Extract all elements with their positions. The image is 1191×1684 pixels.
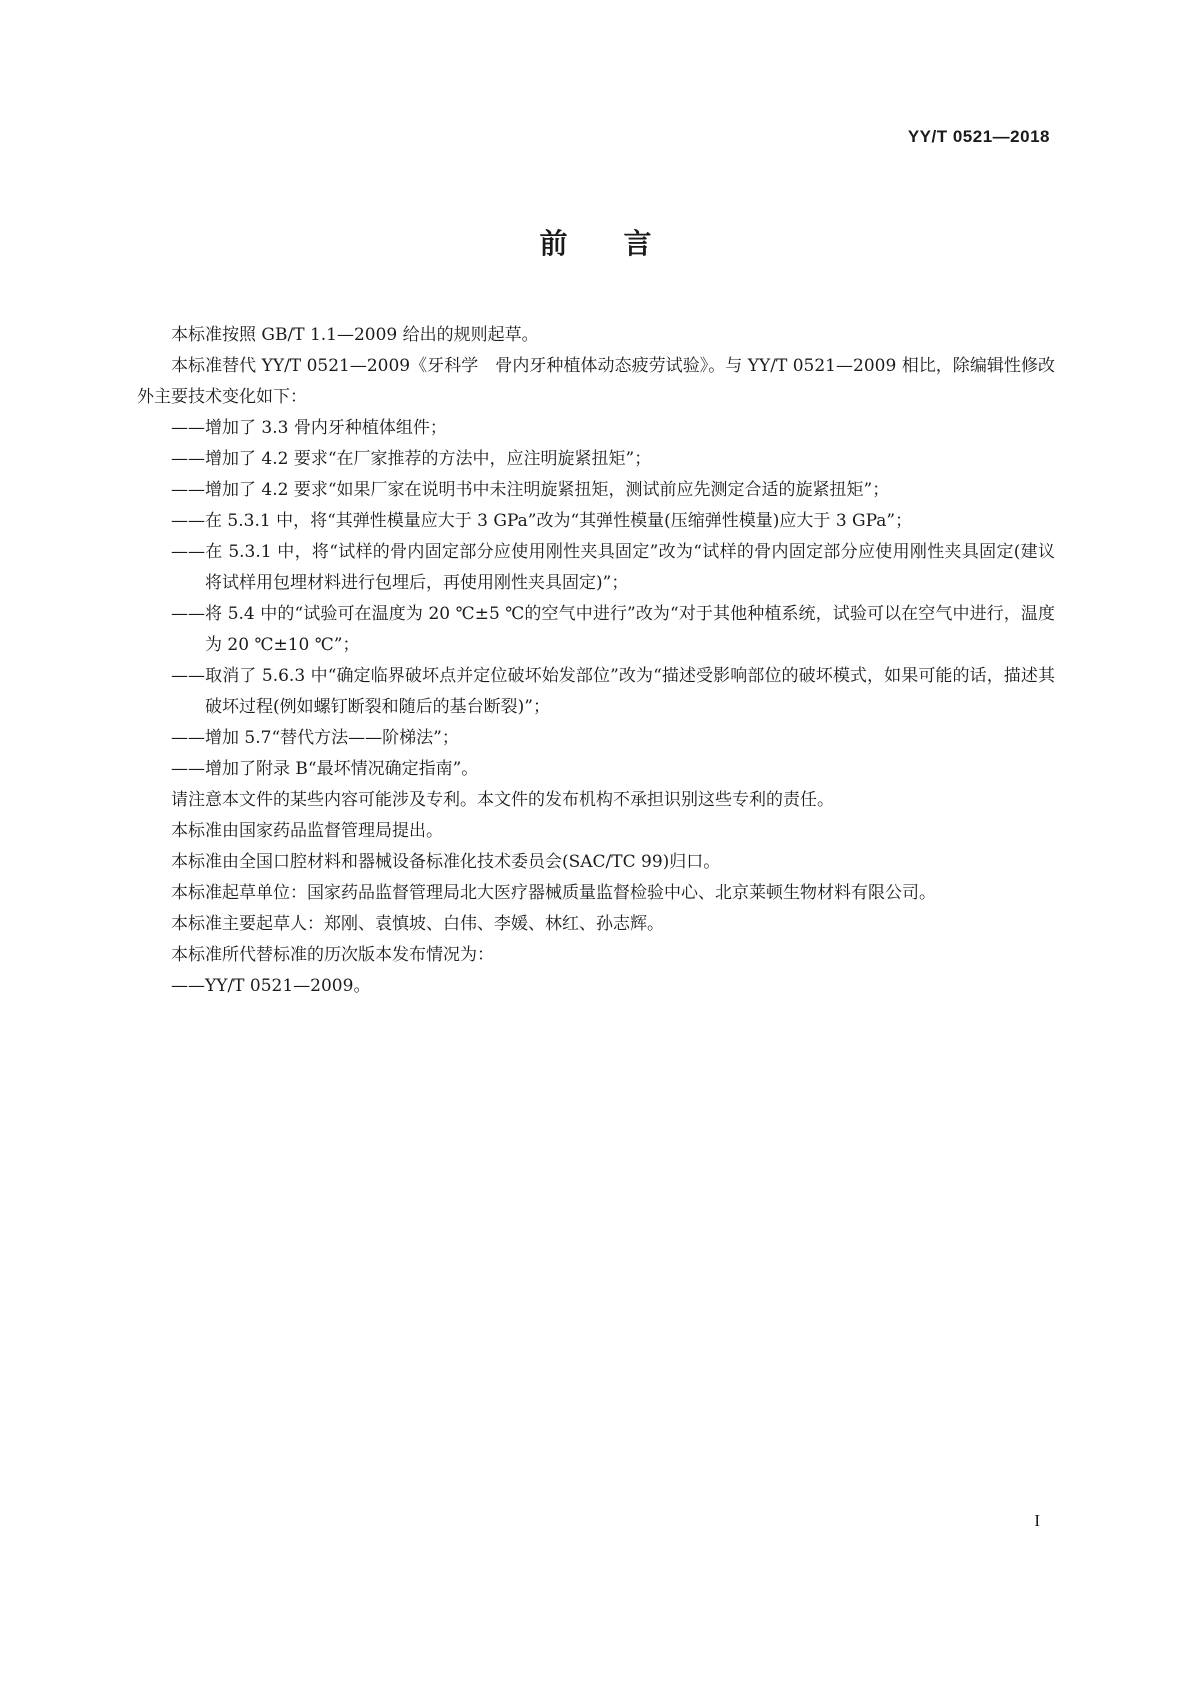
list-item: ——增加了 3.3 骨内牙种植体组件； (171, 418, 447, 438)
paragraph-history-intro: 本标准所代替标准的历次版本发布情况为： (171, 945, 494, 965)
paragraph-centralized-by: 本标准由全国口腔材料和器械设备标准化技术委员会(SAC/TC 99)归口。 (171, 852, 721, 872)
list-item: ——在 5.3.1 中，将“试样的骨内固定部分应使用刚性夹具固定”改为“试样的骨内固定部分应使用刚性夹具固定(建议将试样用包埋材料进行包埋后，再使用刚性夹具固定)”； (171, 542, 1055, 593)
list-item: ——增加 5.7“替代方法——阶梯法”； (171, 728, 459, 748)
history-item: ——YY/T 0521—2009。 (171, 976, 371, 996)
title-char-2: 言 (623, 227, 652, 260)
paragraph-drafters: 本标准主要起草人：郑刚、袁慎坡、白伟、李媛、林红、孙志辉。 (171, 914, 664, 934)
paragraph-proposed-by: 本标准由国家药品监督管理局提出。 (171, 821, 443, 841)
list-item: ——在 5.3.1 中，将“其弹性模量应大于 3 GPa”改为“其弹性模量(压缩弹性模量)应大于 3 GPa”； (171, 511, 913, 531)
list-item: ——将 5.4 中的“试验可在温度为 20 ℃±5 ℃的空气中进行”改为“对于其他种植系统，试验可以在空气中进行，温度为 20 ℃±10 ℃”； (171, 604, 1055, 655)
paragraph-replacement: 本标准替代 YY/T 0521—2009《牙科学 骨内牙种植体动态疲劳试验》。与 YY/T 0521—2009 相比，除编辑性修改外主要技术变化如下： (137, 356, 1055, 407)
standard-code: YY/T 0521—2018 (907, 127, 1050, 146)
list-item: ——取消了 5.6.3 中“确定临界破坏点并定位破坏始发部位”改为“描述受影响部位的破坏模式，如果可能的话，描述其破坏过程(例如螺钉断裂和随后的基台断裂)”； (171, 666, 1055, 717)
list-item: ——增加了附录 B“最坏情况确定指南”。 (171, 759, 479, 779)
page-title (0, 226, 1191, 262)
paragraph-drafting-units: 本标准起草单位：国家药品监督管理局北大医疗器械质量监督检验中心、北京莱顿生物材料有限公司。 (171, 883, 936, 903)
page-number: I (1034, 1511, 1040, 1530)
list-item: ——增加了 4.2 要求“在厂家推荐的方法中，应注明旋紧扭矩”； (171, 449, 652, 469)
paragraph-drafting-rules: 本标准按照 GB/T 1.1—2009 给出的规则起草。 (171, 325, 539, 345)
change-list (137, 413, 1055, 785)
list-item: ——增加了 4.2 要求“如果厂家在说明书中未注明旋紧扭矩，测试前应先测定合适的旋紧扭矩”； (171, 480, 890, 500)
foreword-body (137, 320, 1055, 1002)
paragraph-patent-notice: 请注意本文件的某些内容可能涉及专利。本文件的发布机构不承担识别这些专利的责任。 (171, 790, 834, 810)
title-char-1: 前 (539, 227, 568, 260)
